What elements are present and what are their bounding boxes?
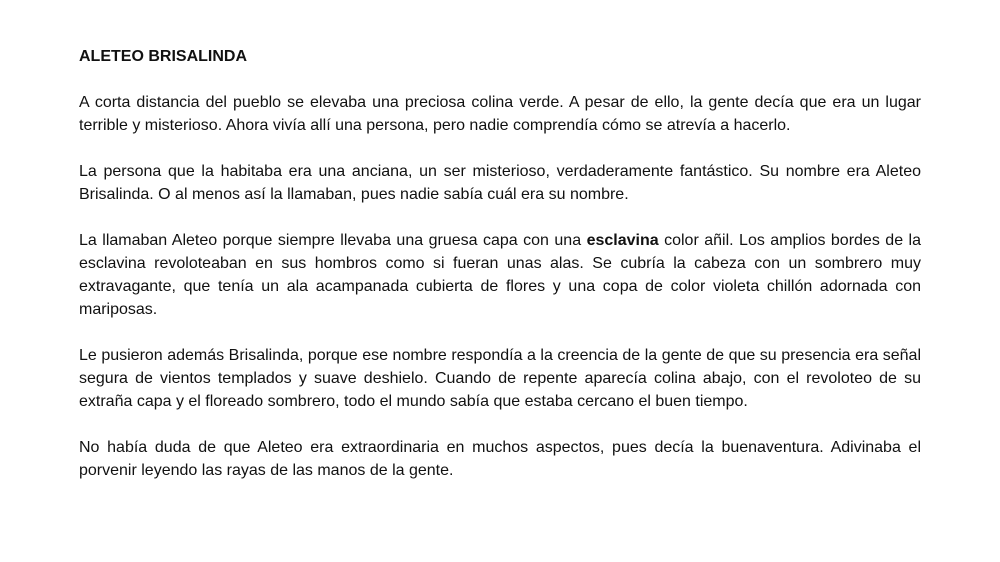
document-title: ALETEO BRISALINDA <box>79 48 247 65</box>
paragraph-5: No había duda de que Aleteo era extraordinaria en muchos aspectos, pues decía la buenaventura. Adivinaba el porvenir leyendo las rayas de las manos de la gente. <box>79 439 921 479</box>
paragraph-1: A corta distancia del pueblo se elevaba una preciosa colina verde. A pesar de ello, la gente decía que era un lugar terrible y misterioso. Ahora vivía allí una persona, pero nadie comprendía cómo se atrevía a hacerlo. <box>79 94 921 134</box>
paragraph-2: La persona que la habitaba era una anciana, un ser misterioso, verdaderamente fantástico. Su nombre era Aleteo Brisalinda. O al menos así la llamaban, pues nadie sabía cuál era su nombre. <box>79 163 921 203</box>
paragraph-4: Le pusieron además Brisalinda, porque ese nombre respondía a la creencia de la gente de que su presencia era señal segura de vientos templados y suave deshielo. Cuando de repente aparecía colina abajo, con el revoloteo de su extraña capa y el floreado sombrero, todo el mundo sabía que estaba cercano el buen tiempo. <box>79 347 921 410</box>
document-page <box>79 45 921 505</box>
paragraph-3-text-after: color añil. Los amplios bordes de la esclavina revoloteaban en sus hombros como si fueran unas alas. Se cubría la cabeza con un sombrero muy extravagante, que tenía un ala acampanada cubierta de flores y una copa de color violeta chillón adornada con mariposas. <box>79 232 922 318</box>
paragraph-3 <box>79 229 921 321</box>
bold-term-esclavina: esclavina <box>586 232 659 249</box>
paragraph-3-text-before: La llamaban Aleteo porque siempre llevaba una gruesa capa con una <box>79 232 587 249</box>
